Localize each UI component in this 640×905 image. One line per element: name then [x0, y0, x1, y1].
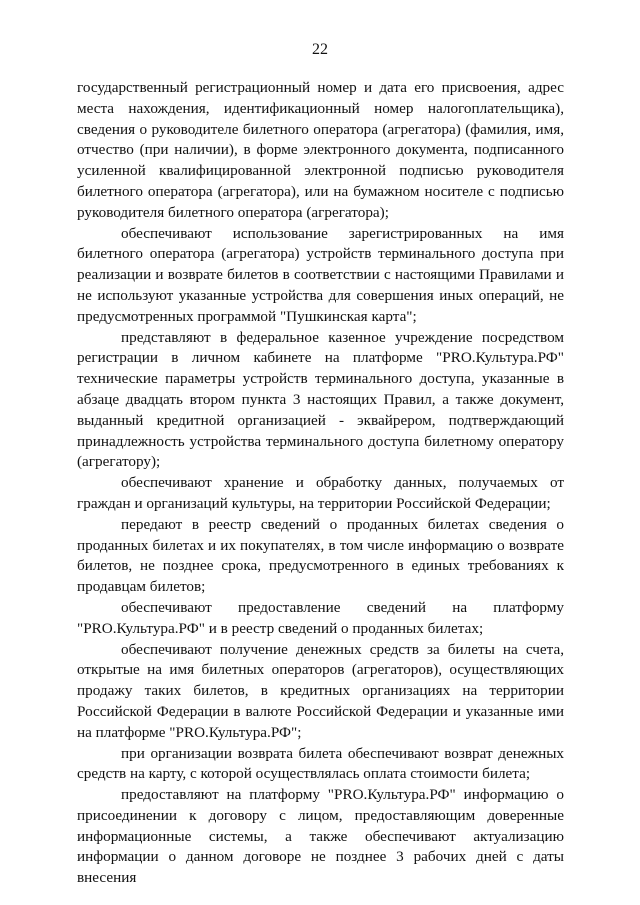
paragraph-ticket-refund: при организации возврата билета обеспечивают возврат денежных средств на карту, с которой осуществлялась оплата стоимости билета; [77, 744, 564, 783]
paragraph-contract-information: предоставляют на платформу "PRO.Культура.РФ" информацию о присоединении к договору с лицом, предоставляющим доверенные информационные системы, а также обеспечивают актуализацию информации о данном договоре не позднее 3 рабочих дней с даты внесения [77, 786, 564, 887]
paragraph-data-storage: обеспечивают хранение и обработку данных, получаемых от граждан и организаций культуры, на территории Российской Федерации; [77, 474, 564, 512]
document-body [77, 78, 564, 889]
paragraph-terminal-devices: обеспечивают использование зарегистрированных на имя билетного оператора (агрегатора) устройств терминального доступа при реализации и возврате билетов в соответствии с настоящими Правилами и не используют указанные устройства для совершения иных операций, не предусмотренных программой "Пушкинская карта"; [77, 224, 564, 325]
paragraph-ticket-registry: передают в реестр сведений о проданных билетах сведения о проданных билетах и их покупателях, в том числе информацию о возврате билетов, не позднее срока, предусмотренного в единых требованиях к продавцам билетов; [77, 515, 564, 596]
paragraph-funds-receipt: обеспечивают получение денежных средств за билеты на счета, открытые на имя билетных операторов (агрегаторов), осуществляющих продажу таких билетов, в кредитных организациях на территории Российской Федерации в валюте Российской Федерации и указанные ими на платформе "PRO.Культура.РФ"; [77, 640, 564, 741]
paragraph-continuation: государственный регистрационный номер и дата его присвоения, адрес места нахождения, идентификационный номер налогоплательщика), сведения о руководителе билетного оператора (агрегатора) (фамилия, имя, отчество (при наличии), в форме электронного документа, подписанного усиленной квалифицированной электронной подписью руководителя билетного оператора (агрегатора), или на бумажном носителе с подписью руководителя билетного оператора (агрегатора); [77, 79, 564, 221]
page-number: 22 [312, 41, 328, 58]
paragraph-technical-parameters: представляют в федеральное казенное учреждение посредством регистрации в личном кабинете на платформе "PRO.Культура.РФ" технические параметры устройств терминального доступа, указанные в абзаце двадцать втором пункта 3 настоящих Правил, а также документ, выданный кредитной организацией - эквайрером, подтверждающий принадлежность устройства терминального доступа билетному оператору (агрегатору); [77, 328, 564, 471]
paragraph-information-provision: обеспечивают предоставление сведений на платформу "PRO.Культура.РФ" и в реестр сведений о проданных билетах; [77, 598, 564, 637]
